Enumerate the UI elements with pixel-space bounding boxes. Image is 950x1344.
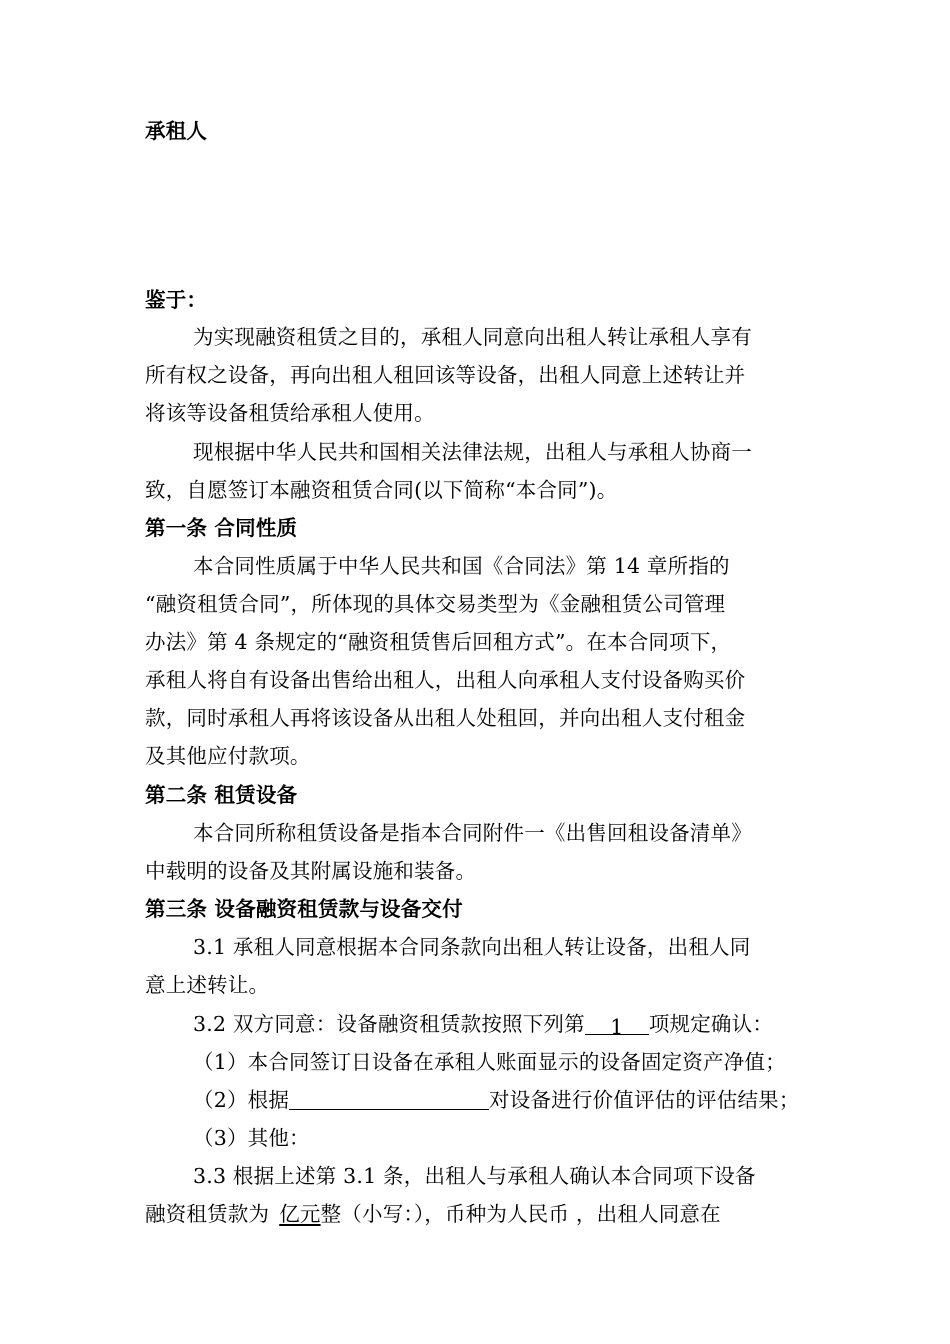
clause33-line1: 3.3 根据上述第 3.1 条，出租人与承租人确认本合同项下设备 — [193, 1164, 756, 1188]
clause33-text-pre: 融资租赁款为 — [145, 1202, 270, 1226]
article1-line4: 承租人将自有设备出售给出租人，出租人向承租人支付设备购买价 — [145, 668, 746, 692]
article1-heading: 第一条 合同性质 — [145, 516, 298, 540]
article1-line6: 及其他应付款项。 — [145, 744, 311, 768]
option2-text-post: 对设备进行价值评估的评估结果； — [489, 1088, 800, 1112]
article2-heading: 第二条 租赁设备 — [145, 783, 298, 807]
option3: （3）其他： — [193, 1126, 310, 1150]
option1: （1）本合同签订日设备在承租人账面显示的设备固定资产净值； — [193, 1050, 786, 1074]
article3-heading: 第三条 设备融资租赁款与设备交付 — [145, 897, 463, 921]
article1-line3: 办法》第 4 条规定的“融资租赁售后回租方式”。在本合同项下， — [145, 630, 732, 654]
article1-line2: “融资租赁合同”，所体现的具体交易类型为《金融租赁公司管理 — [145, 592, 726, 616]
whereas-p2-line2: 致，自愿签订本融资租赁合同(以下简称“本合同”)。 — [145, 478, 618, 502]
clause32-line — [193, 1009, 810, 1039]
option2-text-pre: （2）根据 — [193, 1088, 290, 1112]
clause33-amount: 亿元 — [279, 1202, 321, 1226]
whereas-p1-line1: 为实现融资租赁之目的，承租人同意向出租人转让承租人享有 — [193, 325, 752, 349]
option2-line — [193, 1085, 810, 1115]
clause33-text-post: 整（小写：），币种为人民币 ，出租人同意在 — [320, 1202, 721, 1226]
whereas-p1-line3: 将该等设备租赁给承租人使用。 — [145, 401, 435, 425]
article2-line2: 中载明的设备及其附属设施和装备。 — [145, 859, 477, 883]
clause31-line1: 3.1 承租人同意根据本合同条款向出租人转让设备，出租人同 — [193, 935, 751, 959]
clause32-text-post: 项规定确认： — [648, 1012, 774, 1036]
evaluator-blank — [289, 1087, 489, 1110]
whereas-heading: 鉴于： — [145, 288, 208, 312]
clause33-line2 — [145, 1199, 810, 1229]
clause32-item-number: 1 — [585, 1012, 649, 1035]
article1-line1: 本合同性质属于中华人民共和国《合同法》第 14 章所指的 — [193, 554, 730, 578]
clause31-line2: 意上述转让。 — [145, 973, 270, 997]
whereas-p2-line1: 现根据中华人民共和国相关法律法规，出租人与承租人协商一 — [193, 440, 752, 464]
article2-line1: 本合同所称租赁设备是指本合同附件一《出售回租设备清单》 — [193, 821, 752, 845]
clause32-text-pre: 3.2 双方同意：设备融资租赁款按照下列第 — [193, 1012, 585, 1036]
whereas-p1-line2: 所有权之设备，再向出租人租回该等设备，出租人同意上述转让并 — [145, 363, 746, 387]
article1-line5: 款，同时承租人再将该设备从出租人处租回，并向出租人支付租金 — [145, 706, 746, 730]
lessee-heading: 承租人 — [145, 119, 208, 143]
